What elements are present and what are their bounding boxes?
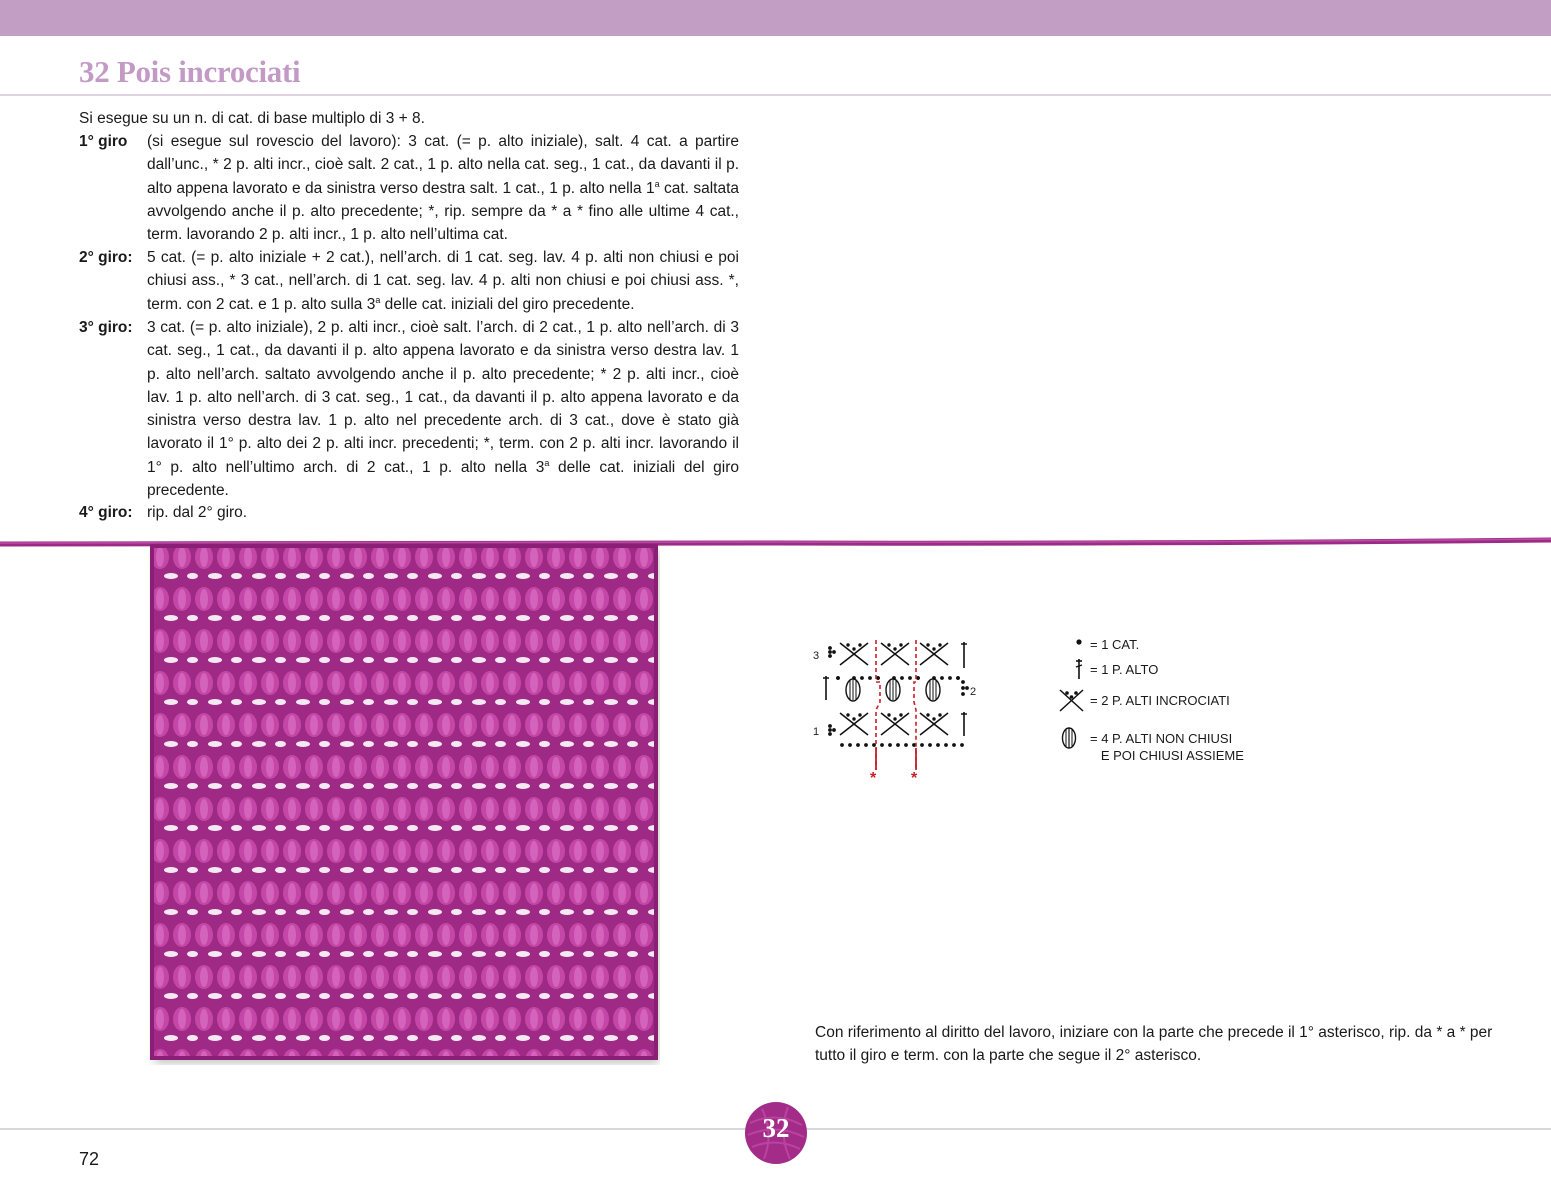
crossed-dot	[846, 713, 849, 716]
chain-dot	[908, 676, 912, 680]
chain-dot	[956, 676, 960, 680]
working-note: Con riferimento al diritto del lavoro, iniziare con la parte che precede il 1° asterisco, rip. da * a * per tutto il giro e term. con la parte che segue il 2° asterisco.	[815, 1024, 1493, 1064]
crossed-dot	[932, 717, 935, 720]
swatch-photo	[148, 540, 660, 1065]
row-label-1: 1	[813, 726, 820, 738]
chain-dot	[960, 743, 964, 747]
legend-label: = 1 CAT.	[1090, 637, 1140, 652]
chain-dot	[828, 728, 832, 732]
intro-text: Si esegue su un n. di cat. di base multiplo di 3 + 8.	[79, 110, 425, 127]
chain-dot	[828, 724, 832, 728]
crossed-dot	[852, 717, 855, 720]
row-4-instruction	[79, 501, 739, 524]
chain-dot	[880, 743, 884, 747]
cluster-icon	[1055, 726, 1087, 750]
chain-dot	[952, 743, 956, 747]
chain-dot	[928, 743, 932, 747]
chain-dot	[836, 676, 840, 680]
repeat-marker-1: *	[870, 770, 877, 785]
crossed-dot	[899, 643, 902, 646]
crossed-dot	[932, 647, 935, 650]
legend-label: = 2 P. ALTI INCROCIATI	[1090, 693, 1230, 708]
crossed-dot	[887, 713, 890, 716]
chain-dot	[828, 732, 832, 736]
chain-dot	[900, 676, 904, 680]
crossed-double-crochet-icon	[1055, 688, 1087, 712]
chain-dot	[936, 743, 940, 747]
crossed-dot	[887, 643, 890, 646]
page-number: 72	[79, 1149, 100, 1169]
stitch-chart	[808, 630, 998, 785]
chain-dot	[856, 743, 860, 747]
chain-dot	[961, 680, 965, 684]
row-label-2: 2	[970, 686, 977, 698]
chain-dot	[904, 743, 908, 747]
chain-dot	[868, 676, 872, 680]
row-text: rip. dal 2° giro.	[147, 504, 248, 521]
chain-dot	[961, 692, 965, 696]
chain-dot	[832, 728, 836, 732]
row-label: 1° giro	[79, 133, 128, 150]
row-text: 5 cat. (= p. alto iniziale + 2 cat.), nell’arch. di 1 cat. seg. lav. 4 p. alti non chiusi e poi chiusi ass., * 3 cat., nell’arch. di 1 cat. seg. lav. 4 p. alti non chiusi e poi chiusi ass. *, term. con 2 cat. e 1 p. alto sulla 3$^a$ delle cat. iniziali del giro precedente.	[147, 249, 739, 313]
crossed-dot	[926, 643, 929, 646]
crossed-dot	[938, 713, 941, 716]
page-title: 32 Pois incrociati	[79, 54, 301, 89]
chain-dot	[920, 743, 924, 747]
chain-dot	[828, 654, 832, 658]
legend-label: = 1 P. ALTO	[1090, 662, 1159, 677]
row-text: (si esegue sul rovescio del lavoro): 3 cat. (= p. alto iniziale), salt. 4 cat. a partire dall’unc., * 2 p. alti incr., cioè salt. 2 cat., 1 p. alto nella cat. seg., 1 cat., da davanti il p. alto appena lavorato e da sinistra verso destra salt. 1 cat., 1 p. alto nella 1$^a$ cat. saltata avvolgendo anche il p. alto precedente; *, rip. sempre da * a * fino alle ultime 4 cat., term. lavorando 2 p. alti incr., 1 p. alto nell’ultima cat.	[147, 133, 739, 244]
row-label: 2° giro:	[79, 249, 133, 266]
chain-dot	[864, 743, 868, 747]
chain-dot-icon	[1055, 632, 1087, 656]
chain-dot	[828, 650, 832, 654]
chain-dot	[961, 686, 965, 690]
row-label: 3° giro:	[79, 319, 133, 336]
chain-dot	[896, 743, 900, 747]
crossed-dot	[899, 713, 902, 716]
chain-dot	[848, 743, 852, 747]
crossed-dot	[938, 643, 941, 646]
double-crochet-icon	[1055, 657, 1087, 681]
row-text: 3 cat. (= p. alto iniziale), 2 p. alti incr., cioè salt. l’arch. di 2 cat., 1 p. alto nell’arch. di 3 cat. seg., 1 cat., da davanti il p. alto appena lavorato e da sinistra verso destra lav. 1 p. alto nell’arch. saltato avvolgendo anche il p. alto precedente; * 2 p. alti incr., cioè lav. 1 p. alto nell’arch. di 3 cat. seg., 1 cat., da davanti il p. alto appena lavorato e da sinistra verso destra lav. 1 p. alto nel precedente arch. di 3 cat., dove è stato già lavorato il 1° p. alto dei 2 p. alti incr. precedenti; *, term. con 2 p. alti incr. lavorando il 1° p. alto nell’ultimo arch. di 2 cat., 1 p. alto nella 3$^a$ delle cat. iniziali del giro precedente.	[147, 319, 739, 500]
chain-dot	[965, 686, 969, 690]
crossed-dot	[846, 643, 849, 646]
chain-dot	[840, 743, 844, 747]
row-1-instruction	[79, 130, 739, 246]
chain-dot	[944, 743, 948, 747]
chain-dot	[948, 676, 952, 680]
chain-dot	[888, 743, 892, 747]
legend-label: = 4 P. ALTI NON CHIUSI E POI CHIUSI ASSIEME	[1090, 731, 1244, 763]
title-divider	[0, 94, 1551, 96]
chain-dot	[940, 676, 944, 680]
crossed-dot	[858, 713, 861, 716]
chart-symbols	[823, 640, 969, 770]
crossed-dot	[858, 643, 861, 646]
row-2-instruction	[79, 246, 739, 316]
chain-dot	[860, 676, 864, 680]
crossed-dot	[893, 647, 896, 650]
crossed-dot	[926, 713, 929, 716]
crossed-dot	[852, 647, 855, 650]
row-label: 4° giro:	[79, 504, 133, 521]
crossed-dot	[893, 717, 896, 720]
row-label-3: 3	[813, 650, 820, 662]
chart-legend	[1055, 632, 1315, 767]
top-color-bar	[0, 0, 1551, 36]
pattern-number-badge: 32	[762, 1113, 790, 1143]
chain-dot	[832, 650, 836, 654]
chain-dot	[828, 646, 832, 650]
repeat-marker-2: *	[911, 770, 918, 785]
row-3-instruction	[79, 316, 739, 502]
